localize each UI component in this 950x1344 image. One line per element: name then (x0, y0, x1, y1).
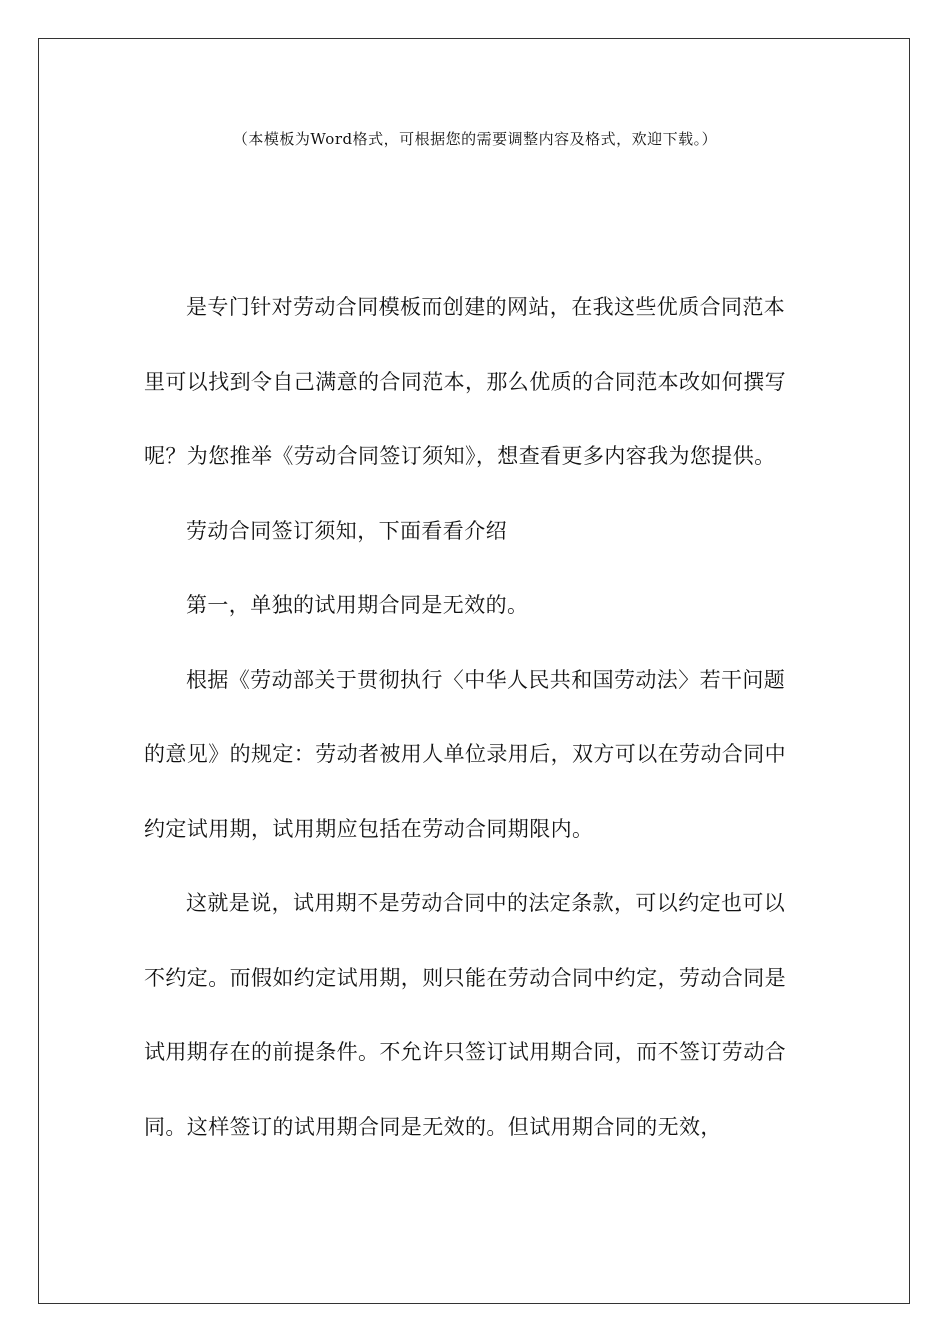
intro-paragraph: 是专门针对劳动合同模板而创建的网站，在我这些优质合同范本里可以找到令自己满意的合同范本，那么优质的合同范本改如何撰写呢？为您推举《劳动合同签订须知》，想查看更多内容我为您提供。 (144, 295, 786, 468)
template-note: （本模板为Word格式，可根据您的需要调整内容及格式，欢迎下载。） (232, 130, 718, 148)
legal-basis-paragraph: 根据《劳动部关于贯彻执行〈中华人民共和国劳动法〉若干问题的意见》的规定：劳动者被用人单位录用后，双方可以在劳动合同中约定试用期，试用期应包括在劳动合同期限内。 (144, 667, 786, 841)
document-body (144, 270, 806, 1164)
section-heading: 劳动合同签订须知，下面看看介绍 (186, 518, 507, 543)
explanation-paragraph: 这就是说，试用期不是劳动合同中的法定条款，可以约定也可以不约定。而假如约定试用期，则只能在劳动合同中约定，劳动合同是试用期存在的前提条件。不允许只签订试用期合同，而不签订劳动合同。这样签订的试用期合同是无效的。但试用期合同的无效， (144, 891, 786, 1139)
point-one-heading: 第一，单独的试用期合同是无效的。 (186, 593, 529, 617)
